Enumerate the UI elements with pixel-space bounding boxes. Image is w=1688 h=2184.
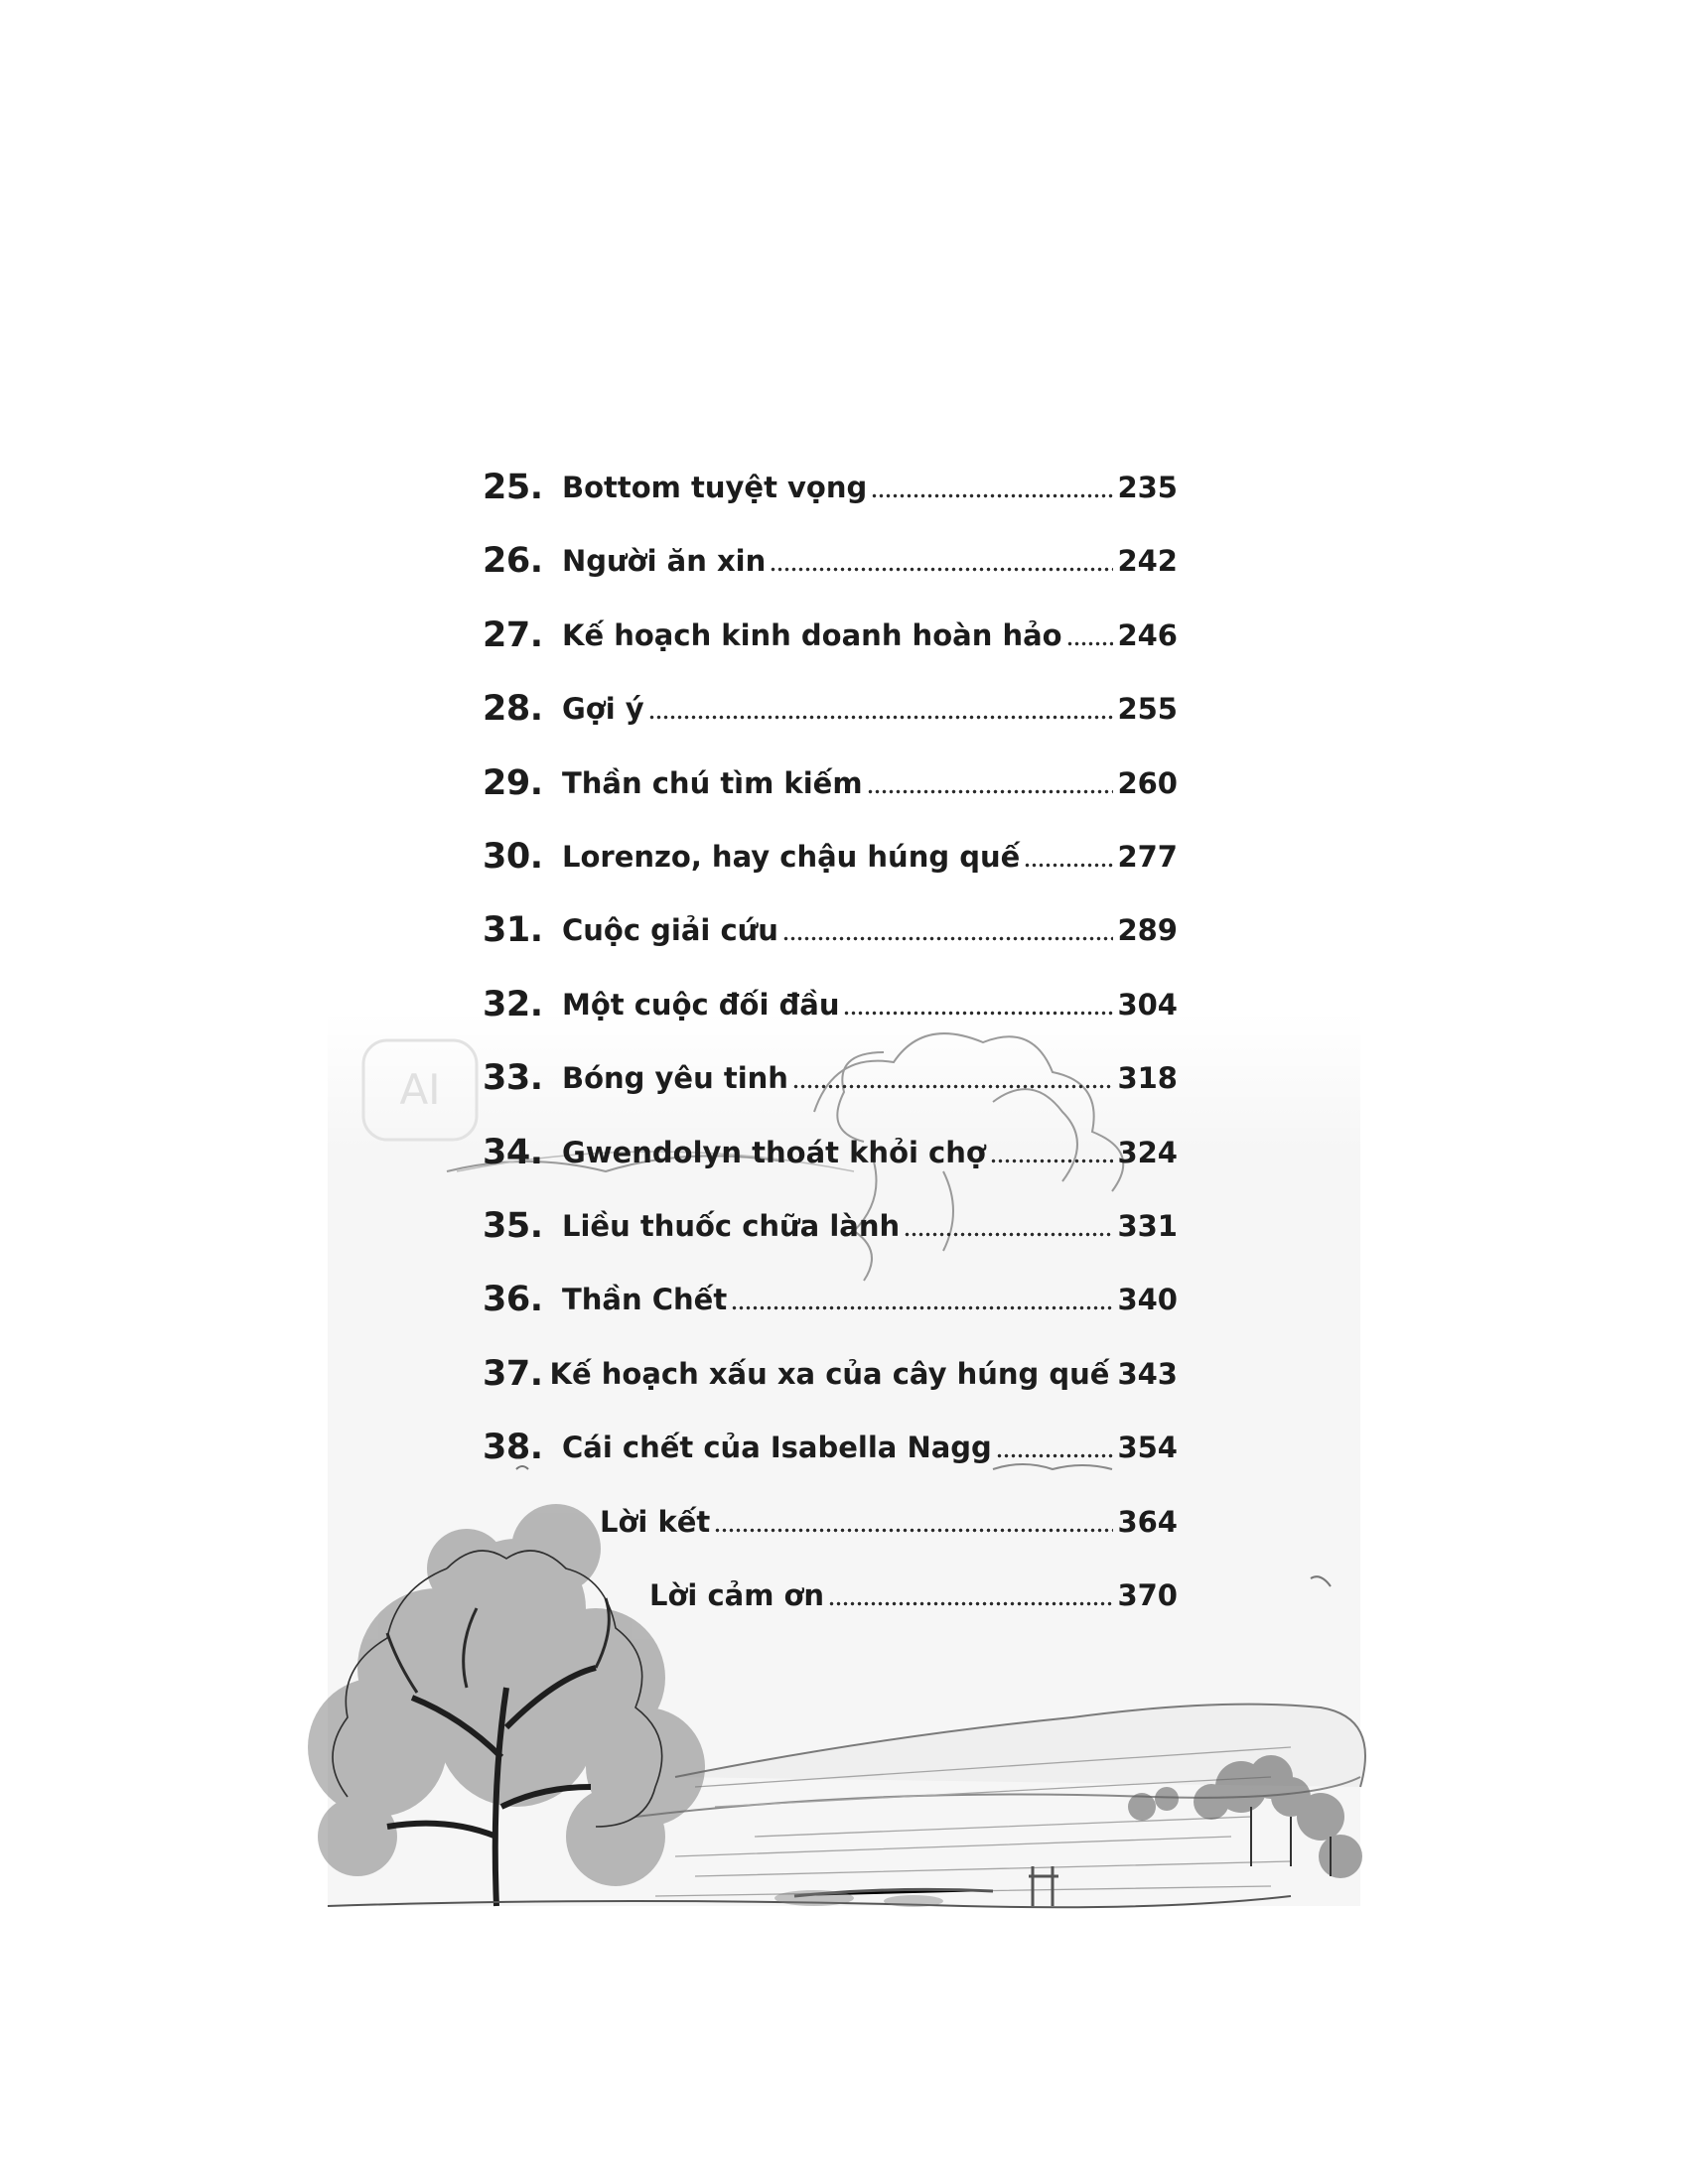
page-number: 354 [1117,1431,1178,1465]
toc-entry [483,679,1178,739]
toc-entry [483,1048,1178,1108]
dot-leader [990,1141,1114,1164]
toc-entry [483,1196,1178,1256]
page-number: 318 [1117,1061,1178,1096]
chapter-number: 31. [483,910,543,951]
chapter-title: Gwendolyn thoát khỏi chợ [562,1135,986,1169]
chapter-number: 38. [483,1428,543,1468]
chapter-title: Gợi ý [562,692,644,727]
dot-leader [770,549,1113,573]
dot-leader [867,771,1114,795]
dot-leader [1066,623,1114,647]
afterword-title: Lời kết [600,1504,711,1539]
acknowledgements-title: Lời cảm ơn [649,1578,825,1612]
dot-leader [828,1583,1113,1607]
page-number: 304 [1117,987,1178,1022]
page-number: 246 [1117,617,1178,652]
toc-entry [483,531,1178,591]
chapter-number: 32. [483,984,543,1024]
chapter-title: Thần chú tìm kiếm [562,765,863,800]
chapter-title: Lorenzo, hay chậu húng quế [562,840,1021,874]
toc-entry [483,1123,1178,1182]
chapter-title: Kế hoạch xấu xa của cây húng quế [549,1356,1110,1391]
page-number: 255 [1117,692,1178,727]
toc-entry [483,1270,1178,1329]
chapter-title: Bóng yêu tinh [562,1061,788,1096]
toc-entry [483,1418,1178,1477]
page-number: 324 [1117,1135,1178,1169]
chapter-title: Kế hoạch kinh doanh hoàn hảo [562,617,1062,652]
chapter-number: 26. [483,541,543,582]
page-number: 343 [1117,1356,1178,1391]
chapter-title: Bottom tuyệt vọng [562,471,868,504]
page-number: 370 [1117,1578,1178,1612]
toc-entry [483,1344,1178,1404]
dot-leader [1024,845,1113,869]
chapter-number: 35. [483,1206,543,1246]
page-number: 364 [1117,1504,1178,1539]
chapter-number: 28. [483,689,543,730]
chapter-number: 29. [483,762,543,803]
chapter-title: Liều thuốc chữa lành [562,1209,901,1243]
page-number: 289 [1117,913,1178,948]
chapter-title: Cuộc giải cứu [562,913,778,948]
chapter-number: 30. [483,837,543,877]
chapter-number: 27. [483,614,543,655]
chapter-number: 25. [483,468,543,507]
dot-leader [871,476,1113,499]
toc-entry [483,900,1178,960]
chapter-title: Một cuộc đối đầu [562,987,840,1022]
page-number: 235 [1117,471,1178,504]
toc-entry [483,753,1178,813]
page-number: 260 [1117,765,1178,800]
toc-entry [483,827,1178,887]
chapter-number: 36. [483,1280,543,1320]
dot-leader [904,1214,1113,1238]
page-number: 340 [1117,1283,1178,1317]
dot-leader [714,1510,1113,1534]
chapter-number: 37. [483,1353,543,1394]
dot-leader [782,918,1114,942]
chapter-title: Người ăn xin [562,544,767,579]
chapter-title: Cái chết của Isabella Nagg [562,1431,992,1465]
dot-leader [792,1066,1114,1090]
dot-leader [648,697,1114,721]
dot-leader [996,1435,1114,1459]
afterword-entry [600,1492,1178,1552]
chapter-number: 33. [483,1058,543,1099]
page-number: 277 [1117,840,1178,874]
toc-entry [483,975,1178,1034]
chapter-number: 34. [483,1132,543,1172]
acknowledgements-entry [649,1566,1178,1625]
page-number: 331 [1117,1209,1178,1243]
toc-entry [483,458,1178,517]
dot-leader [731,1288,1113,1311]
svg-text:AI: AI [399,1065,441,1114]
chapter-title: Thần Chết [562,1283,728,1317]
toc-entry [483,606,1178,665]
page-number: 242 [1117,544,1178,579]
dot-leader [843,993,1113,1017]
